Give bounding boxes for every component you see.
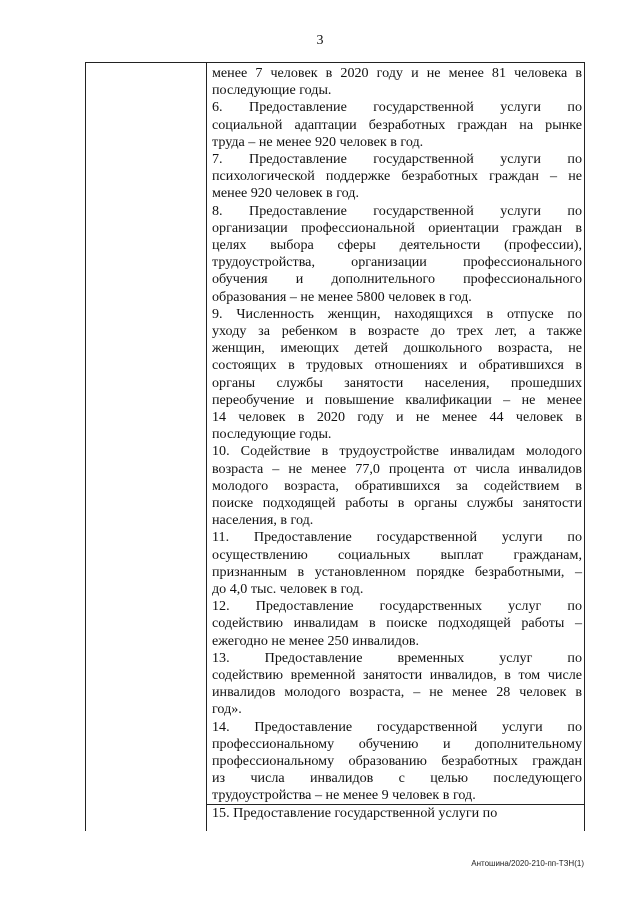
list-item-line: обучения и дополнительного профессионального — [212, 271, 582, 288]
list-item-line: состоящих в трудовых отношениях и обратившихся в — [212, 357, 582, 374]
list-item — [212, 443, 582, 529]
list-item-line: 6. Предоставление государственной услуги по — [212, 99, 582, 116]
list-item-line: 14 человек в 2020 году и не менее 44 человек в — [212, 409, 582, 426]
list-item-line: 15. Предоставление государственной услуги по — [212, 804, 498, 821]
list-item-line: профессиональному обучению и дополнительному — [212, 735, 582, 752]
list-item-line: содействию инвалидам в поиске подходящей работы – — [212, 615, 582, 632]
list-item-line: женщин, имеющих детей дошкольного возраста, не — [212, 340, 582, 357]
list-item-line: целях выбора сферы деятельности (профессии), — [212, 237, 582, 253]
list-item — [212, 99, 582, 151]
list-item-line: последующие годы. — [212, 82, 332, 99]
list-item-line: содействию временной занятости инвалидов, в том числе — [212, 667, 582, 683]
list-item-line: возраста – не менее 77,0 процента от числа инвалидов — [212, 460, 582, 477]
list-item-line: органы службы занятости населения, прошедших — [212, 374, 582, 391]
list-item-line: менее 920 человек в год. — [212, 185, 359, 202]
document-table — [85, 62, 585, 831]
list-item — [212, 719, 582, 805]
list-item-line: 11. Предоставление государственной услуги по — [212, 529, 582, 546]
list-item-line: 10. Содействие в трудоустройстве инвалидам молодого — [212, 443, 582, 460]
list-item-line: осуществлению социальных выплат гражданам, — [212, 546, 582, 563]
list-item-line: ежегодно не менее 250 инвалидов. — [212, 632, 420, 649]
list-item-line: профессиональному образованию безработных граждан — [212, 753, 582, 769]
list-item-line: 13. Предоставление временных услуг по — [212, 649, 582, 666]
list-item-line: 9. Численность женщин, находящихся в отпуске по — [212, 305, 582, 322]
page-number: 3 — [316, 33, 324, 48]
list-item-line: год». — [212, 701, 242, 718]
list-item — [212, 598, 582, 650]
list-item-line: инвалидов молодого возраста, – не менее 28 человек в — [212, 684, 582, 701]
document-footer-code: Антошина/2020-210-пп-ТЗН(1) — [471, 859, 584, 868]
list-item-line: психологической поддержке безработных граждан – не — [212, 168, 582, 185]
list-item — [212, 203, 582, 306]
list-item — [212, 306, 582, 444]
list-item-line: из числа инвалидов с целью последующего — [212, 770, 582, 787]
list-item-line: уходу за ребенком в возрасте до трех лет, а также — [212, 323, 582, 339]
table-left-column — [86, 63, 207, 831]
list-item — [212, 529, 582, 598]
list-item — [212, 151, 582, 203]
list-item-line: до 4,0 тыс. человек в год. — [212, 581, 364, 597]
list-item-line: менее 7 человек в 2020 году и не менее 81 человека в — [212, 65, 582, 81]
list-item — [212, 805, 582, 822]
table-right-column — [207, 63, 584, 831]
list-item-line: организации профессиональной ориентации граждан в — [212, 219, 582, 236]
list-item-line: переобучение и повышение квалификации – не менее — [212, 391, 582, 408]
list-item-line: труда – не менее 920 человек в год. — [212, 133, 424, 150]
list-item-line: 7. Предоставление государственной услуги по — [212, 151, 582, 167]
list-item-line: 8. Предоставление государственной услуги по — [212, 202, 582, 219]
list-item-line: молодого возраста, обратившихся за содействием в — [212, 477, 582, 494]
list-item-line: 14. Предоставление государственной услуги по — [212, 718, 582, 735]
list-item-line: признанным в установленном порядке безработными, – — [212, 563, 582, 580]
list-item-line: трудоустройства, организации профессионального — [212, 254, 582, 271]
list-item-line: трудоустройства – не менее 9 человек в год. — [212, 787, 476, 804]
list-item — [212, 65, 582, 99]
list-item-line: последующие годы. — [212, 426, 332, 443]
list-item-line: социальной адаптации безработных граждан на рынке — [212, 116, 582, 133]
list-item-line: поиске подходящей работы в органы службы занятости — [212, 495, 582, 511]
list-item-line: образования – не менее 5800 человек в год. — [212, 288, 472, 305]
list-item-line: населения, в год. — [212, 512, 314, 529]
list-item-line: 12. Предоставление государственных услуг по — [212, 598, 582, 615]
list-item — [212, 650, 582, 719]
